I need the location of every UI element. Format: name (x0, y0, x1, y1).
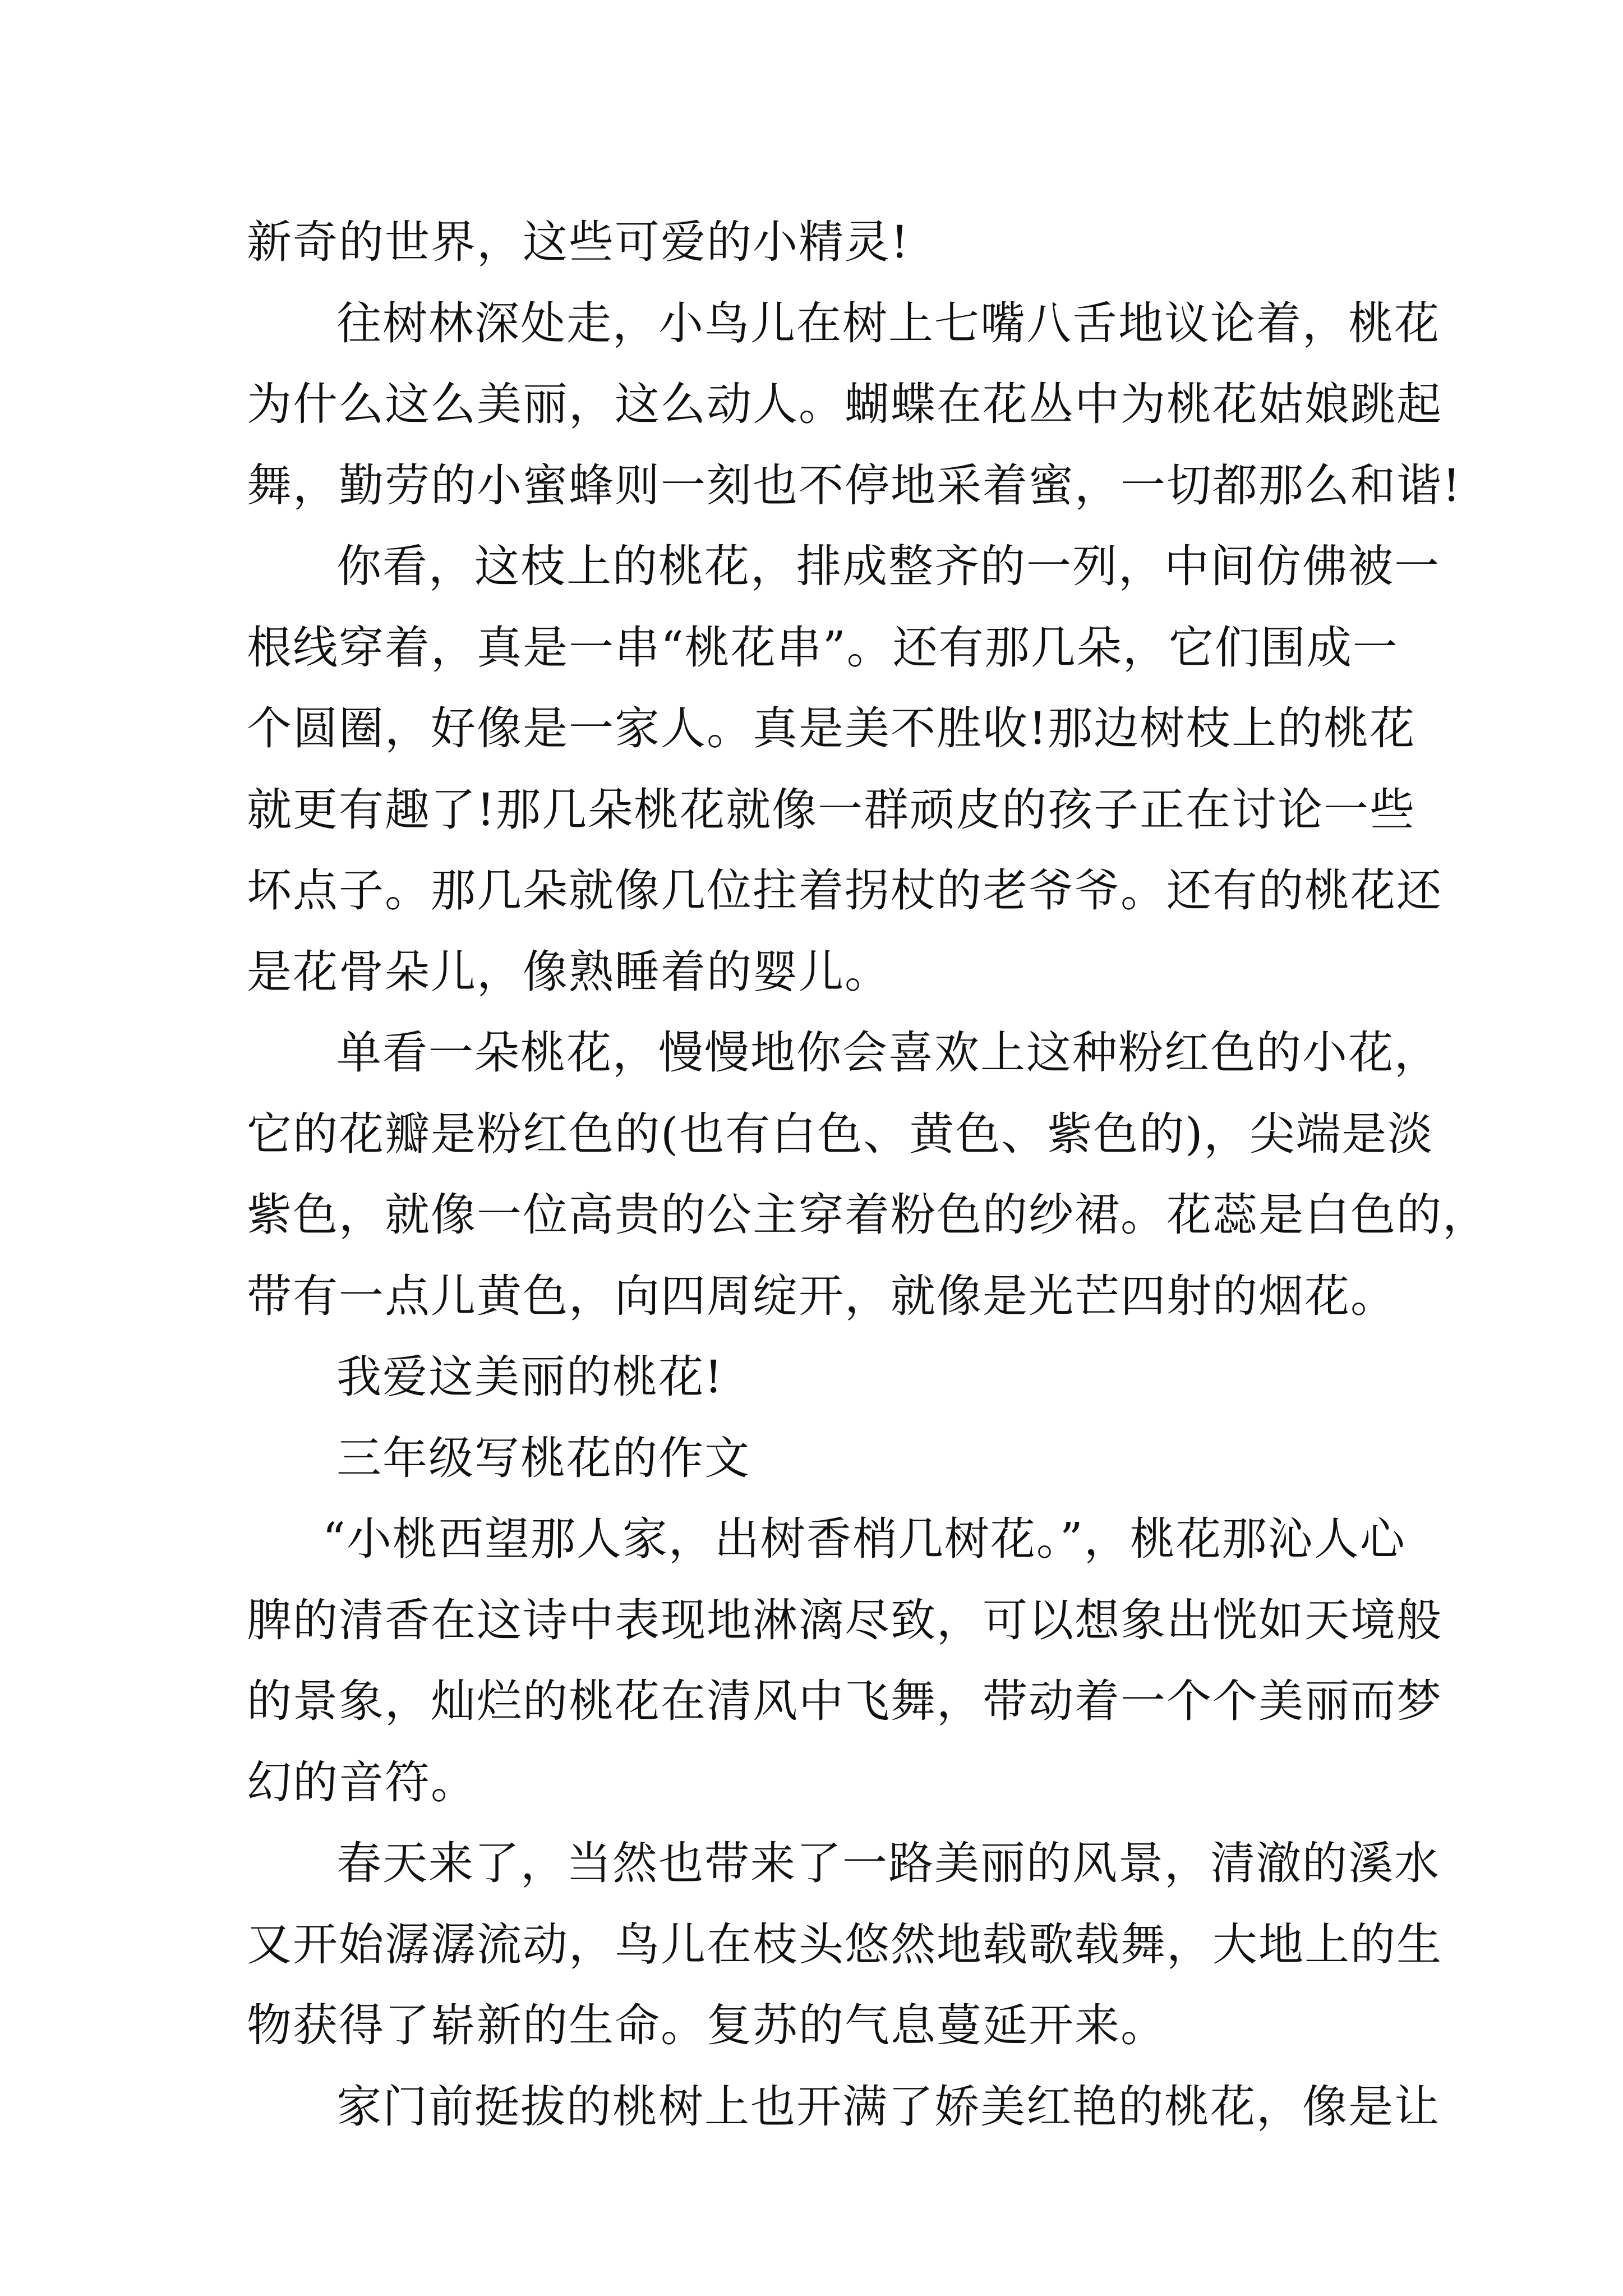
text-line: 它的花瓣是粉红色的(也有白色、黄色、紫色的)，尖端是淡 (247, 1107, 1434, 1160)
text-line: 物获得了崭新的生命。复苏的气息蔓延开来。 (247, 1999, 1166, 2051)
paragraph-start-line: 往树林深处走，小鸟儿在树上七嘴八舌地议论着，桃花 (336, 297, 1440, 349)
paragraph-start-line: 你看，这枝上的桃花，排成整齐的一列，中间仿佛被一 (336, 540, 1440, 592)
text-line: 坏点子。那几朵就像几位拄着拐杖的老爷爷。还有的桃花还 (247, 864, 1442, 917)
essay-text (247, 202, 1488, 2147)
text-line: 新奇的世界，这些可爱的小精灵! (247, 216, 910, 268)
paragraph-start-line: 春天来了，当然也带来了一路美丽的风景，清澈的溪水 (336, 1837, 1440, 1889)
text-line: 幻的音符。 (247, 1756, 477, 1809)
text-line: 为什么这么美丽，这么动人。蝴蝶在花丛中为桃花姑娘跳起 (247, 378, 1442, 430)
text-line: 带有一点儿黄色，向四周绽开，就像是光芒四射的烟花。 (247, 1269, 1396, 1322)
text-line: 紫色，就像一位高贵的公主穿着粉色的纱裙。花蕊是白色的， (247, 1189, 1488, 1241)
paragraph-start-line: 我爱这美丽的桃花! (336, 1351, 724, 1403)
text-line: 脾的清香在这诗中表现地淋漓尽致，可以想象出恍如天境般 (247, 1594, 1442, 1646)
paragraph-start-line: “小桃西望那人家，出树香梢几树花。”，桃花那沁人心 (322, 1513, 1406, 1565)
text-line: 个圆圈，好像是一家人。真是美不胜收!那边树枝上的桃花 (247, 702, 1416, 754)
text-line: 又开始潺潺流动，鸟儿在枝头悠然地载歌载舞，大地上的生 (247, 1918, 1442, 1971)
text-line: 根线穿着，真是一串“桃花串”。还有那几朵，它们围成一 (247, 621, 1399, 674)
text-line: 的景象，灿烂的桃花在清风中飞舞，带动着一个个美丽而梦 (247, 1675, 1442, 1727)
paragraph-start-line: 单看一朵桃花，慢慢地你会喜欢上这种粉红色的小花， (336, 1027, 1440, 1079)
text-line: 是花骨朵儿，像熟睡着的婴儿。 (247, 945, 891, 998)
text-line: 就更有趣了!那几朵桃花就像一群顽皮的孩子正在讨论一些 (247, 783, 1416, 836)
text-line: 舞，勤劳的小蜜蜂则一刻也不停地采着蜜，一切都那么和谐! (247, 459, 1462, 512)
section-title: 三年级写桃花的作文 (336, 1432, 750, 1484)
paragraph-start-line: 家门前挺拔的桃树上也开满了娇美红艳的桃花，像是让 (336, 2080, 1440, 2133)
